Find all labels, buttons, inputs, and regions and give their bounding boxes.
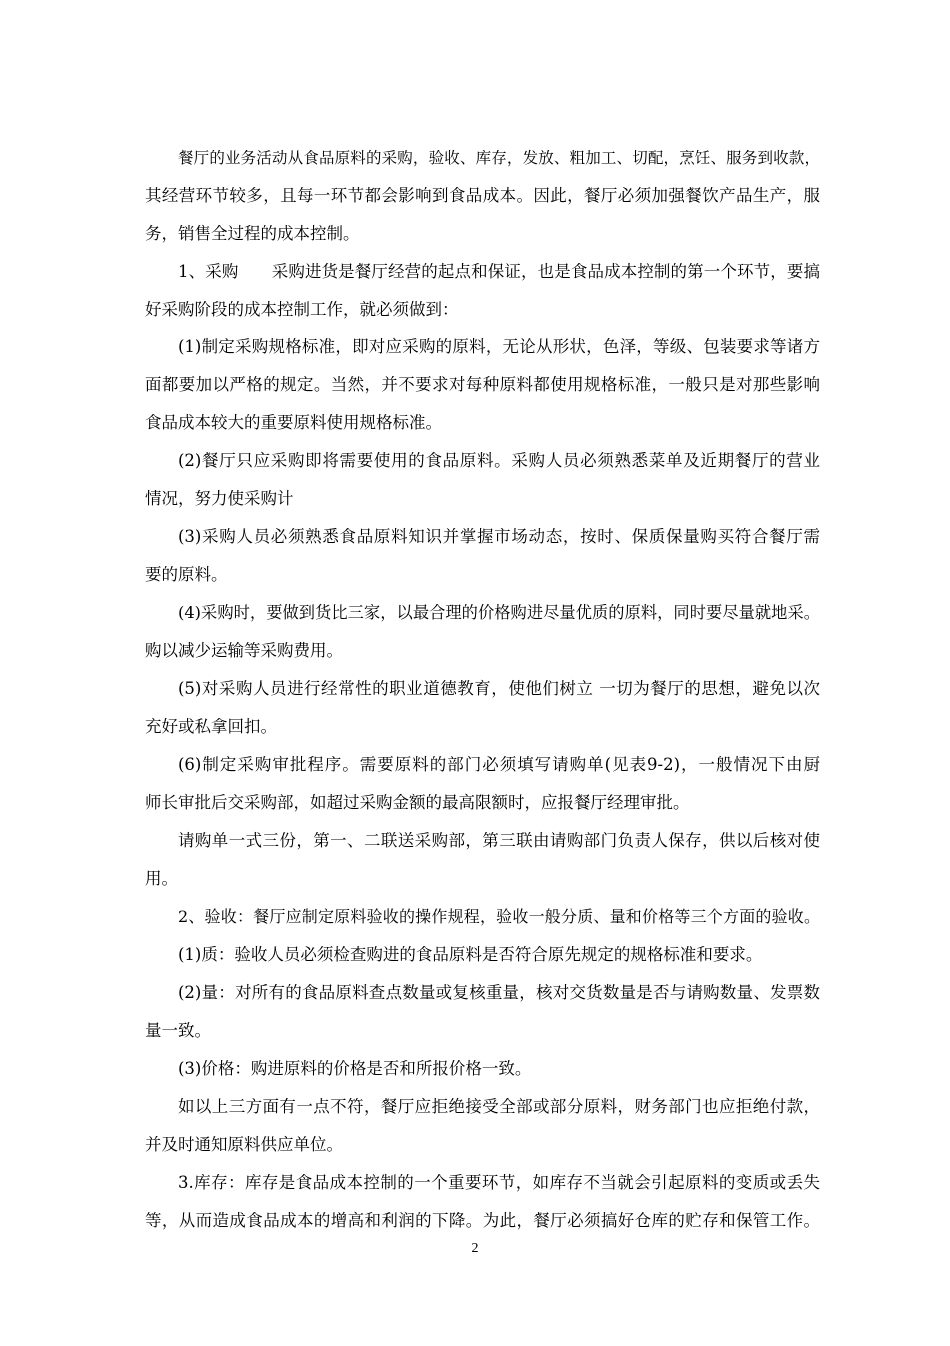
section-heading-line: 3.库存：库存是食品成本控制的一个重要环节，如库存不当就会引起原料的变质或丢失 [178,1173,820,1192]
paragraph-line: 情况，努力使采购计 [145,489,294,508]
paragraph-line: 餐厅的业务活动从食品原料的采购，验收、库存，发放、粗加工、切配，烹饪、服务到收款， [178,149,820,167]
paragraph-line: 务，销售全过程的成本控制。 [145,224,360,243]
paragraph-line: 面都要加以严格的规定。当然，并不要求对每种原料都使用规格标准，一般只是对那些影响 [145,375,820,394]
list-item-line: (1)质：验收人员必须检查购进的食品原料是否符合原先规定的规格标准和要求。 [178,945,763,964]
page-number: 2 [471,1241,479,1256]
paragraph-line: 请购单一式三份，第一、二联送采购部，第三联由请购部门负责人保存，供以后核对使 [178,831,820,850]
paragraph-line: 要的原料。 [145,565,228,584]
paragraph-line: 充好或私拿回扣。 [145,717,277,736]
list-item-line: (1)制定采购规格标准，即对应采购的原料，无论从形状，色泽，等级、包装要求等诸方 [178,337,820,356]
paragraph-line: 食品成本较大的重要原料使用规格标准。 [145,413,442,432]
paragraph-line: 量一致。 [145,1021,211,1040]
section-heading-line: 2、验收：餐厅应制定原料验收的操作规程，验收一般分质、量和价格等三个方面的验收。 [178,907,820,926]
list-item-line: (3)采购人员必须熟悉食品原料知识并掌握市场动态，按时、保质保量购买符合餐厅需 [178,527,820,546]
paragraph-line: 等，从而造成食品成本的增高和利润的下降。为此，餐厅必须搞好仓库的贮存和保管工作。 [145,1211,820,1230]
list-item-line: (2)餐厅只应采购即将需要使用的食品原料。采购人员必须熟悉菜单及近期餐厅的营业 [178,451,820,470]
paragraph-line: 其经营环节较多，且每一环节都会影响到食品成本。因此，餐厅必须加强餐饮产品生产，服 [145,186,820,205]
list-item-line: (4)采购时，要做到货比三家，以最合理的价格购进尽量优质的原料，同时要尽量就地采。 [178,603,820,622]
paragraph-line: 如以上三方面有一点不符，餐厅应拒绝接受全部或部分原料，财务部门也应拒绝付款， [178,1097,820,1116]
paragraph-line: 用。 [145,869,178,888]
list-item-line: (5)对采购人员进行经常性的职业道德教育，使他们树立 一切为餐厅的思想，避免以次 [178,679,820,698]
list-item-line: (2)量：对所有的食品原料查点数量或复核重量，核对交货数量是否与请购数量、发票数 [178,983,820,1002]
paragraph-line: 并及时通知原料供应单位。 [145,1135,343,1154]
paragraph-line: 师长审批后交采购部，如超过采购金额的最高限额时，应报餐厅经理审批。 [145,793,690,812]
list-item-line: (3)价格：购进原料的价格是否和所报价格一致。 [178,1059,532,1078]
section-heading-line: 1、采购 采购进货是餐厅经营的起点和保证，也是食品成本控制的第一个环节，要搞 [178,262,820,281]
list-item-line: (6)制定采购审批程序。需要原料的部门必须填写请购单(见表9-2)，一般情况下由厨 [178,755,820,774]
paragraph-line: 好采购阶段的成本控制工作，就必须做到： [145,300,459,319]
paragraph-line: 购以减少运输等采购费用。 [145,641,343,660]
